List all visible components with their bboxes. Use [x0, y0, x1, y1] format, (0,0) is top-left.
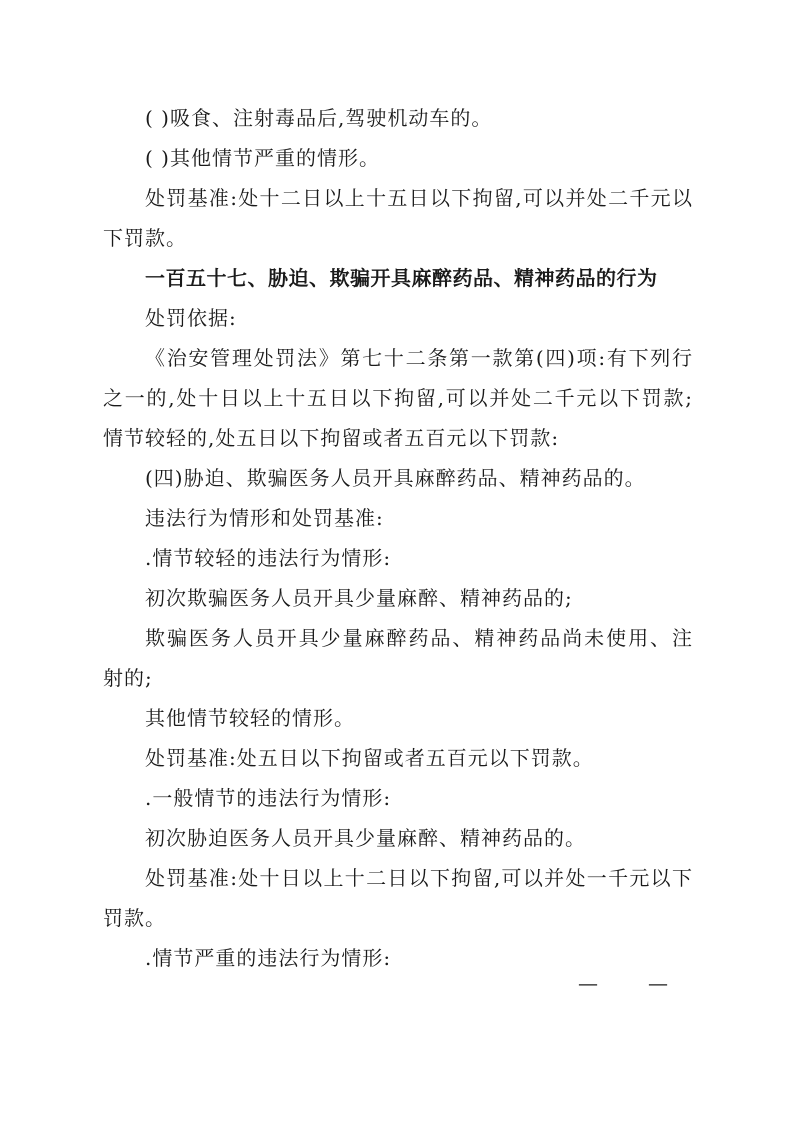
paragraph-line: (四)胁迫、欺骗医务人员开具麻醉药品、精神药品的。 — [145, 466, 646, 490]
paragraph-line: 《治安管理处罚法》第七十二条第一款第(四)项:有下列行 — [145, 346, 693, 370]
list-item-heading: .一般情节的违法行为情形: — [145, 786, 392, 810]
paragraph-line: ( )其他情节严重的情形。 — [145, 146, 380, 170]
paragraph-line: 处罚基准:处十二日以上十五日以下拘留,可以并处二千元以 — [145, 186, 693, 210]
page-number-dash-right: — — [648, 971, 668, 995]
paragraph-line: 下罚款。 — [103, 226, 187, 250]
paragraph-line: 处罚依据: — [145, 306, 237, 330]
list-item-heading: .情节严重的违法行为情形: — [145, 946, 392, 970]
section-heading: 一百五十七、胁迫、欺骗开具麻醉药品、精神药品的行为 — [145, 266, 658, 290]
paragraph-line: 其他情节较轻的情形。 — [145, 706, 355, 730]
paragraph-line: 初次胁迫医务人员开具少量麻醉、精神药品的。 — [145, 826, 586, 850]
paragraph-line: 射的; — [103, 666, 153, 690]
paragraph-line: 处罚基准:处十日以上十二日以下拘留,可以并处一千元以下 — [145, 866, 693, 890]
list-item-heading: .情节较轻的违法行为情形: — [145, 546, 392, 570]
paragraph-line: 情节较轻的,处五日以下拘留或者五百元以下罚款: — [103, 426, 560, 450]
page-number-dash-left: — — [578, 971, 598, 995]
paragraph-line: 处罚基准:处五日以下拘留或者五百元以下罚款。 — [145, 746, 594, 770]
paragraph-line: 初次欺骗医务人员开具少量麻醉、精神药品的; — [145, 586, 573, 610]
paragraph-line: ( )吸食、注射毒品后,驾驶机动车的。 — [145, 106, 493, 130]
page-number — [578, 971, 668, 995]
paragraph-line: 欺骗医务人员开具少量麻醉药品、精神药品尚未使用、注 — [145, 626, 693, 650]
paragraph-line: 违法行为情形和处罚基准: — [145, 506, 384, 530]
paragraph-line: 罚款。 — [103, 906, 166, 930]
paragraph-line: 之一的,处十日以上十五日以下拘留,可以并处二千元以下罚款; — [103, 386, 693, 410]
